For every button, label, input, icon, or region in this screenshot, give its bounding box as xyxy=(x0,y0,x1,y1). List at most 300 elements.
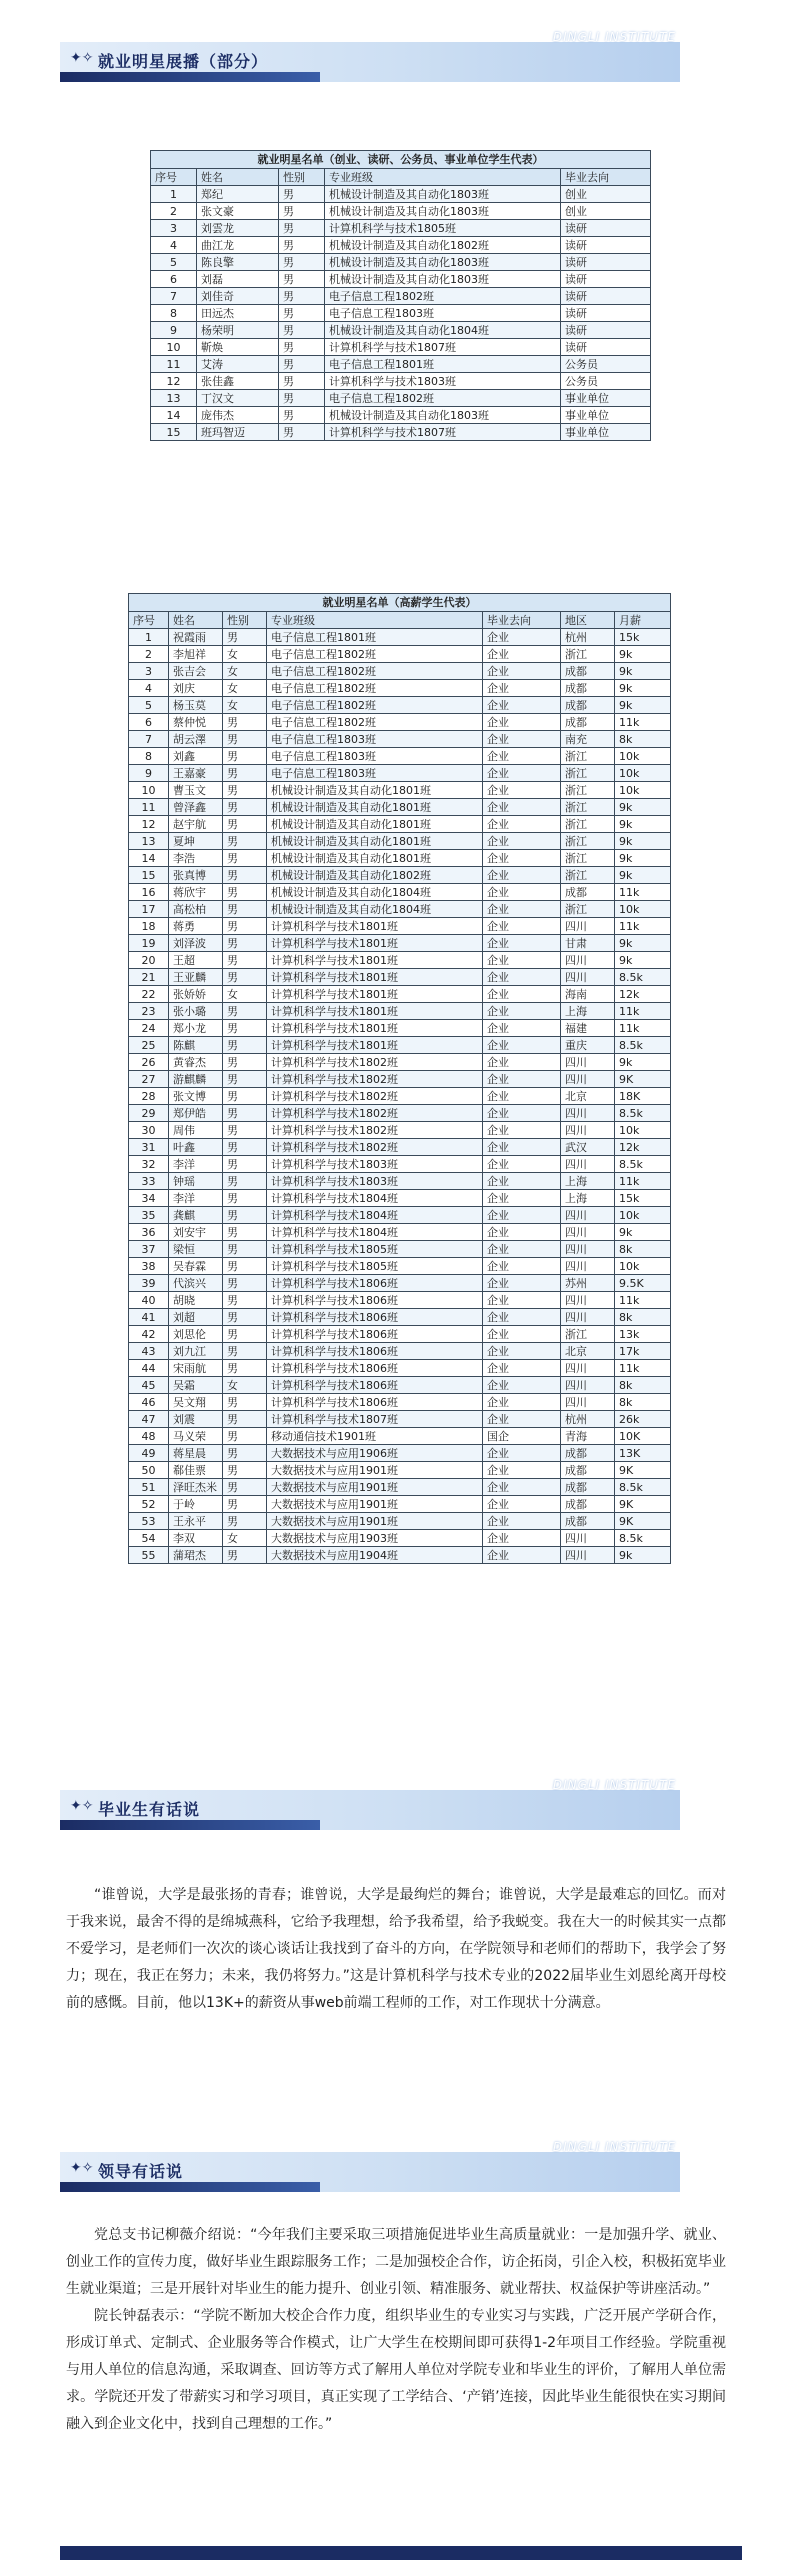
table-row xyxy=(151,322,651,339)
table-cell: 企业 xyxy=(483,1496,561,1513)
table-cell: 11k xyxy=(615,918,671,935)
table-cell: 计算机科学与技术1803班 xyxy=(267,1173,483,1190)
table-cell: 计算机科学与技术1806班 xyxy=(267,1360,483,1377)
table-cell: 浙江 xyxy=(561,901,615,918)
table-cell: 企业 xyxy=(483,1326,561,1343)
column-header: 序号 xyxy=(129,612,169,629)
table-cell: 机械设计制造及其自动化1804班 xyxy=(267,884,483,901)
table-row xyxy=(129,714,671,731)
table-row xyxy=(151,186,651,203)
table-cell: 21 xyxy=(129,969,169,986)
table-cell: 17k xyxy=(615,1343,671,1360)
table-cell: 企业 xyxy=(483,850,561,867)
table-cell: 电子信息工程1802班 xyxy=(267,646,483,663)
table-cell: 55 xyxy=(129,1547,169,1564)
table-cell: 12k xyxy=(615,986,671,1003)
table-row xyxy=(129,1054,671,1071)
table-cell: 10k xyxy=(615,748,671,765)
column-header: 毕业去向 xyxy=(483,612,561,629)
table-cell: 曾泽鑫 xyxy=(169,799,223,816)
table-cell: 四川 xyxy=(561,1530,615,1547)
table-cell: 电子信息工程1802班 xyxy=(267,663,483,680)
table-cell: 50 xyxy=(129,1462,169,1479)
table-cell: 上海 xyxy=(561,1003,615,1020)
table-cell: 四川 xyxy=(561,1241,615,1258)
table-cell: 机械设计制造及其自动化1803班 xyxy=(325,407,561,424)
table-cell: 大数据技术与应用1904班 xyxy=(267,1547,483,1564)
table-cell: 企业 xyxy=(483,952,561,969)
table-cell: 企业 xyxy=(483,816,561,833)
table-cell: 企业 xyxy=(483,884,561,901)
table-cell: 5 xyxy=(129,697,169,714)
table-cell: 31 xyxy=(129,1139,169,1156)
table-cell: 44 xyxy=(129,1360,169,1377)
table-cell: 读研 xyxy=(561,237,651,254)
table-row xyxy=(129,986,671,1003)
table-cell: 李洋 xyxy=(169,1156,223,1173)
table-cell: 企业 xyxy=(483,1173,561,1190)
table-row xyxy=(151,305,651,322)
table-cell: 代滨兴 xyxy=(169,1275,223,1292)
table-row xyxy=(129,952,671,969)
table-cell: 李双 xyxy=(169,1530,223,1547)
table-cell: 机械设计制造及其自动化1803班 xyxy=(325,186,561,203)
table-cell: 男 xyxy=(223,714,267,731)
table-cell: 班玛智迈 xyxy=(197,424,279,441)
table-cell: 四川 xyxy=(561,1547,615,1564)
table-cell: 企业 xyxy=(483,1190,561,1207)
table-row xyxy=(129,833,671,850)
table-cell: 11k xyxy=(615,1173,671,1190)
table-cell: 男 xyxy=(223,765,267,782)
table-cell: 读研 xyxy=(561,288,651,305)
table-cell: 16 xyxy=(129,884,169,901)
table-cell: 男 xyxy=(223,731,267,748)
table-cell: 37 xyxy=(129,1241,169,1258)
table-cell: 男 xyxy=(223,1003,267,1020)
table-cell: 10 xyxy=(129,782,169,799)
table-cell: 四川 xyxy=(561,1309,615,1326)
table-cell: 34 xyxy=(129,1190,169,1207)
table-cell: 24 xyxy=(129,1020,169,1037)
table-row xyxy=(129,1207,671,1224)
table-cell: 曲江龙 xyxy=(197,237,279,254)
table-cell: 苏州 xyxy=(561,1275,615,1292)
table-cell: 四川 xyxy=(561,1224,615,1241)
table-cell: 54 xyxy=(129,1530,169,1547)
table-row xyxy=(151,390,651,407)
stars-table-category xyxy=(150,150,651,441)
table-cell: 李旭祥 xyxy=(169,646,223,663)
table-cell: 南充 xyxy=(561,731,615,748)
table-cell: 企业 xyxy=(483,1241,561,1258)
table-row xyxy=(129,969,671,986)
table-row xyxy=(129,1088,671,1105)
table-cell: 蔡仲悦 xyxy=(169,714,223,731)
table-cell: 43 xyxy=(129,1343,169,1360)
table-cell: 陈良擎 xyxy=(197,254,279,271)
table-cell: 成都 xyxy=(561,884,615,901)
table-cell: 12k xyxy=(615,1139,671,1156)
table-cell: 企业 xyxy=(483,629,561,646)
table-row xyxy=(151,254,651,271)
table-cell: 四川 xyxy=(561,1258,615,1275)
table-cell: 男 xyxy=(223,1173,267,1190)
table-cell: 机械设计制造及其自动化1803班 xyxy=(325,271,561,288)
column-header: 专业班级 xyxy=(325,169,561,186)
table-cell: 大数据技术与应用1901班 xyxy=(267,1479,483,1496)
table-cell: 企业 xyxy=(483,646,561,663)
table-cell: 读研 xyxy=(561,339,651,356)
section-header-stars xyxy=(60,30,680,82)
table-cell: 8k xyxy=(615,1309,671,1326)
table-cell: 企业 xyxy=(483,697,561,714)
table-cell: 男 xyxy=(279,288,325,305)
table-cell: 男 xyxy=(223,1513,267,1530)
table-cell: 14 xyxy=(151,407,197,424)
table-row xyxy=(151,424,651,441)
table-cell: 9k xyxy=(615,952,671,969)
table-cell: 蒋欣宇 xyxy=(169,884,223,901)
footer-bar xyxy=(60,2546,742,2560)
table-cell: 18 xyxy=(129,918,169,935)
table-cell: 吴霜 xyxy=(169,1377,223,1394)
table-cell: 北京 xyxy=(561,1343,615,1360)
table-cell: 四川 xyxy=(561,918,615,935)
table-cell: 11 xyxy=(129,799,169,816)
table-cell: 计算机科学与技术1802班 xyxy=(267,1139,483,1156)
table-cell: 吴春霖 xyxy=(169,1258,223,1275)
table-row xyxy=(151,220,651,237)
table-cell: 甘肃 xyxy=(561,935,615,952)
table-cell: 计算机科学与技术1804班 xyxy=(267,1224,483,1241)
table-cell: 读研 xyxy=(561,271,651,288)
table-cell: 51 xyxy=(129,1479,169,1496)
table-cell: 企业 xyxy=(483,1003,561,1020)
table-cell: 计算机科学与技术1802班 xyxy=(267,1071,483,1088)
table-cell: 郑小龙 xyxy=(169,1020,223,1037)
table-row xyxy=(129,1547,671,1564)
table-cell: 8.5k xyxy=(615,1479,671,1496)
table-cell: 上海 xyxy=(561,1190,615,1207)
table-cell: 刘泽波 xyxy=(169,935,223,952)
table-cell: 企业 xyxy=(483,748,561,765)
table-cell: 四川 xyxy=(561,1377,615,1394)
table-cell: 男 xyxy=(223,1071,267,1088)
table-row xyxy=(129,1275,671,1292)
table-row xyxy=(129,1258,671,1275)
table-cell: 马义荣 xyxy=(169,1428,223,1445)
table-cell: 1 xyxy=(129,629,169,646)
column-header: 性别 xyxy=(223,612,267,629)
table-cell: 浙江 xyxy=(561,782,615,799)
table-cell: 电子信息工程1803班 xyxy=(267,765,483,782)
table-cell: 张文豪 xyxy=(197,203,279,220)
table-cell: 6 xyxy=(129,714,169,731)
table-cell: 杭州 xyxy=(561,629,615,646)
table-cell: 企业 xyxy=(483,1020,561,1037)
table-cell: 10k xyxy=(615,901,671,918)
table-cell: 创业 xyxy=(561,186,651,203)
table-row xyxy=(129,1173,671,1190)
table-cell: 武汉 xyxy=(561,1139,615,1156)
table-cell: 大数据技术与应用1903班 xyxy=(267,1530,483,1547)
table-cell: 8.5k xyxy=(615,1156,671,1173)
table-cell: 田远杰 xyxy=(197,305,279,322)
table-cell: 13 xyxy=(129,833,169,850)
table-cell: 蒋星晨 xyxy=(169,1445,223,1462)
table-cell: 机械设计制造及其自动化1801班 xyxy=(267,833,483,850)
table-cell: 男 xyxy=(223,901,267,918)
table-cell: 计算机科学与技术1801班 xyxy=(267,1020,483,1037)
table-row xyxy=(129,1513,671,1530)
alumni-quote xyxy=(66,1882,726,2017)
table-cell: 13k xyxy=(615,1326,671,1343)
table-cell: 8.5k xyxy=(615,1037,671,1054)
table-cell: 刘庆 xyxy=(169,680,223,697)
table-cell: 大数据技术与应用1901班 xyxy=(267,1513,483,1530)
table-cell: 蒋勇 xyxy=(169,918,223,935)
table-cell: 计算机科学与技术1801班 xyxy=(267,1037,483,1054)
table-cell: 男 xyxy=(223,1190,267,1207)
table-cell: 男 xyxy=(223,1309,267,1326)
table-row xyxy=(129,1241,671,1258)
table-cell: 电子信息工程1802班 xyxy=(325,288,561,305)
table-cell: 女 xyxy=(223,1530,267,1547)
table-cell: 四川 xyxy=(561,1207,615,1224)
table-cell: 23 xyxy=(129,1003,169,1020)
table-cell: 男 xyxy=(279,254,325,271)
table-cell: 41 xyxy=(129,1309,169,1326)
table-cell: 丁汉文 xyxy=(197,390,279,407)
table-row xyxy=(129,1394,671,1411)
table-cell: 10K xyxy=(615,1428,671,1445)
table-cell: 夏坤 xyxy=(169,833,223,850)
table-cell: 刘超 xyxy=(169,1309,223,1326)
table-cell: 28 xyxy=(129,1088,169,1105)
table-cell: 企业 xyxy=(483,901,561,918)
table-row xyxy=(129,748,671,765)
table-row xyxy=(151,407,651,424)
table-cell: 8k xyxy=(615,731,671,748)
table-cell: 企业 xyxy=(483,935,561,952)
table-cell: 机械设计制造及其自动化1801班 xyxy=(267,816,483,833)
table-row xyxy=(151,203,651,220)
table-cell: 浙江 xyxy=(561,1326,615,1343)
brand-watermark: DINGLI INSTITUTE xyxy=(552,1778,676,1792)
table-cell: 9k xyxy=(615,799,671,816)
table-cell: 企业 xyxy=(483,1122,561,1139)
table-cell: 刘磊 xyxy=(197,271,279,288)
table-cell: 计算机科学与技术1807班 xyxy=(325,339,561,356)
table-cell: 男 xyxy=(223,1343,267,1360)
table-row xyxy=(129,799,671,816)
table-cell: 李洋 xyxy=(169,1190,223,1207)
table-cell: 成都 xyxy=(561,697,615,714)
table-cell: 53 xyxy=(129,1513,169,1530)
table-cell: 11k xyxy=(615,884,671,901)
table-cell: 企业 xyxy=(483,1411,561,1428)
table-cell: 计算机科学与技术1802班 xyxy=(267,1105,483,1122)
table-cell: 26k xyxy=(615,1411,671,1428)
table-cell: 17 xyxy=(129,901,169,918)
table-cell: 靳焕 xyxy=(197,339,279,356)
table-cell: 机械设计制造及其自动化1803班 xyxy=(325,203,561,220)
table-cell: 张真博 xyxy=(169,867,223,884)
table-cell: 成都 xyxy=(561,680,615,697)
table-cell: 读研 xyxy=(561,322,651,339)
table-cell: 郑伊皓 xyxy=(169,1105,223,1122)
column-header: 姓名 xyxy=(197,169,279,186)
table-cell: 电子信息工程1801班 xyxy=(325,356,561,373)
table-cell: 叶鑫 xyxy=(169,1139,223,1156)
table-row xyxy=(129,646,671,663)
table-cell: 男 xyxy=(279,407,325,424)
table-row xyxy=(129,816,671,833)
column-header: 月薪 xyxy=(615,612,671,629)
table-cell: 企业 xyxy=(483,680,561,697)
sparkle-icon: ✦✧ xyxy=(70,1798,94,1814)
table-cell: 企业 xyxy=(483,1513,561,1530)
table-cell: 公务员 xyxy=(561,356,651,373)
table-cell: 企业 xyxy=(483,1156,561,1173)
table-row xyxy=(129,1360,671,1377)
table-cell: 9k xyxy=(615,646,671,663)
table-cell: 黄睿杰 xyxy=(169,1054,223,1071)
column-header: 地区 xyxy=(561,612,615,629)
table-cell: 男 xyxy=(223,1224,267,1241)
table-cell: 计算机科学与技术1804班 xyxy=(267,1190,483,1207)
table-cell: 26 xyxy=(129,1054,169,1071)
table-cell: 7 xyxy=(151,288,197,305)
table-cell: 胡云澤 xyxy=(169,731,223,748)
table-cell: 成都 xyxy=(561,1513,615,1530)
table-cell: 郗佳票 xyxy=(169,1462,223,1479)
table-cell: 计算机科学与技术1801班 xyxy=(267,935,483,952)
table-cell: 计算机科学与技术1806班 xyxy=(267,1326,483,1343)
table-cell: 龚麒 xyxy=(169,1207,223,1224)
table-cell: 男 xyxy=(223,1054,267,1071)
table-cell: 事业单位 xyxy=(561,390,651,407)
table-row xyxy=(129,1071,671,1088)
table-cell: 企业 xyxy=(483,1275,561,1292)
table-cell: 男 xyxy=(223,1241,267,1258)
table-cell: 计算机科学与技术1802班 xyxy=(267,1054,483,1071)
table-cell: 机械设计制造及其自动化1802班 xyxy=(267,867,483,884)
table-row xyxy=(129,1156,671,1173)
table-cell: 创业 xyxy=(561,203,651,220)
table-cell: 企业 xyxy=(483,1309,561,1326)
column-header: 毕业去向 xyxy=(561,169,651,186)
table-cell: 男 xyxy=(223,1122,267,1139)
table-cell: 刘思伦 xyxy=(169,1326,223,1343)
table-cell: 刘雲龙 xyxy=(197,220,279,237)
table-cell: 35 xyxy=(129,1207,169,1224)
table-cell: 男 xyxy=(223,1139,267,1156)
table-cell: 男 xyxy=(223,1326,267,1343)
table-cell: 浙江 xyxy=(561,799,615,816)
table-cell: 男 xyxy=(223,1207,267,1224)
table-cell: 艾涛 xyxy=(197,356,279,373)
table-cell: 10k xyxy=(615,1207,671,1224)
table-cell: 刘九江 xyxy=(169,1343,223,1360)
table-cell: 企业 xyxy=(483,765,561,782)
table-cell: 40 xyxy=(129,1292,169,1309)
table-cell: 男 xyxy=(223,1088,267,1105)
table-cell: 15 xyxy=(151,424,197,441)
table-cell: 男 xyxy=(223,1037,267,1054)
section-title: 毕业生有话说 xyxy=(98,1800,201,1819)
table-cell: 9k xyxy=(615,1224,671,1241)
table-cell: 18K xyxy=(615,1088,671,1105)
column-header: 序号 xyxy=(151,169,197,186)
table-cell: 3 xyxy=(129,663,169,680)
table-row xyxy=(129,1190,671,1207)
table-row xyxy=(151,271,651,288)
table-cell: 9 xyxy=(129,765,169,782)
table-cell: 19 xyxy=(129,935,169,952)
table-cell: 男 xyxy=(279,203,325,220)
table-cell: 企业 xyxy=(483,1258,561,1275)
table-cell: 39 xyxy=(129,1275,169,1292)
table-row xyxy=(129,697,671,714)
table-cell: 20 xyxy=(129,952,169,969)
table-cell: 庞伟杰 xyxy=(197,407,279,424)
table-cell: 计算机科学与技术1801班 xyxy=(267,952,483,969)
table-cell: 14 xyxy=(129,850,169,867)
leaders-quotes xyxy=(66,2222,726,2438)
table-cell: 男 xyxy=(279,237,325,254)
table-cell: 电子信息工程1802班 xyxy=(267,697,483,714)
table-cell: 王嘉豪 xyxy=(169,765,223,782)
table-cell: 11k xyxy=(615,714,671,731)
table-cell: 企业 xyxy=(483,1530,561,1547)
table-row xyxy=(129,1292,671,1309)
table-cell: 11k xyxy=(615,1020,671,1037)
table-cell: 上海 xyxy=(561,1173,615,1190)
table-cell: 机械设计制造及其自动化1804班 xyxy=(325,322,561,339)
table-cell: 男 xyxy=(223,748,267,765)
table-cell: 电子信息工程1801班 xyxy=(267,629,483,646)
table-cell: 企业 xyxy=(483,1377,561,1394)
table-cell: 36 xyxy=(129,1224,169,1241)
table-row xyxy=(129,1003,671,1020)
table-cell: 浙江 xyxy=(561,816,615,833)
table-cell: 9K xyxy=(615,1071,671,1088)
table-row xyxy=(129,1411,671,1428)
table-cell: 曹玉文 xyxy=(169,782,223,799)
table-cell: 2 xyxy=(129,646,169,663)
table-cell: 王永平 xyxy=(169,1513,223,1530)
table-row xyxy=(129,765,671,782)
table-cell: 计算机科学与技术1805班 xyxy=(267,1241,483,1258)
table-cell: 大数据技术与应用1901班 xyxy=(267,1496,483,1513)
table-cell: 浙江 xyxy=(561,646,615,663)
table-cell: 1 xyxy=(151,186,197,203)
table-cell: 成都 xyxy=(561,663,615,680)
table-row xyxy=(129,884,671,901)
table-cell: 10k xyxy=(615,1258,671,1275)
table-row xyxy=(129,901,671,918)
table-row xyxy=(129,1377,671,1394)
column-header: 性别 xyxy=(279,169,325,186)
table-cell: 成都 xyxy=(561,1496,615,1513)
table-cell: 重庆 xyxy=(561,1037,615,1054)
table-cell: 8.5k xyxy=(615,1105,671,1122)
table-cell: 企业 xyxy=(483,969,561,986)
table-cell: 男 xyxy=(223,1411,267,1428)
table-cell: 国企 xyxy=(483,1428,561,1445)
